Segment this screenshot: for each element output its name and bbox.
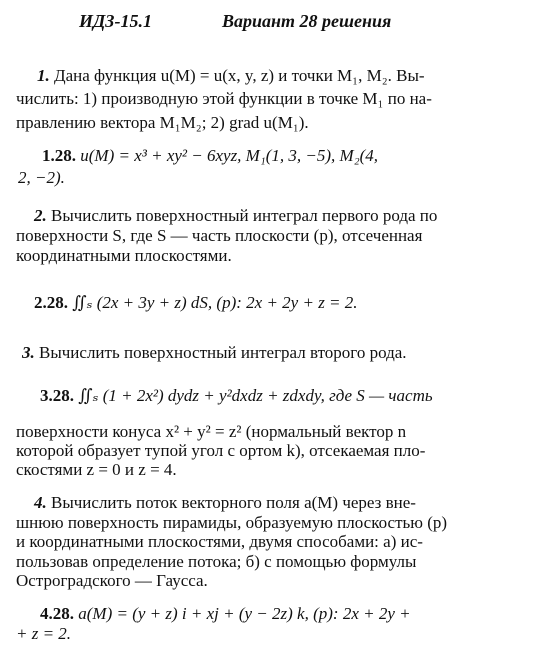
variant-1-line-2: 2, −2). — [18, 168, 65, 187]
variant-1-line-1 — [42, 146, 378, 166]
variant-4-line-1 — [40, 604, 411, 624]
variant-3-number: 3.28. — [40, 386, 74, 405]
problem-1-line-2: числить: 1) производную этой функции в точке M₁ по на- — [16, 89, 432, 108]
problem-1-line-3: правлению вектора M₁M₂; 2) grad u(M₁). — [16, 113, 309, 132]
problem-4-text-1: Вычислить поток векторного поля a(M) через вне- — [51, 493, 416, 512]
variant-3-line-3: которой образует тупой угол с ортом k), отсекаемая пло- — [16, 441, 426, 460]
variant-2-text-1: ∬ₛ (2x + 3y + z) dS, (p): 2x + 2y + z = 2. — [72, 293, 358, 312]
problem-4-line-1 — [34, 493, 416, 513]
variant-2-line-1 — [34, 293, 358, 313]
doc-variant-title: Вариант 28 решения — [222, 11, 392, 31]
problem-3-text-1: Вычислить поверхностный интеграл второго рода. — [39, 343, 407, 362]
variant-4-text-1: a(M) = (y + z) i + xj + (y − 2z) k, (p): 2x + 2y + — [78, 604, 411, 623]
problem-1-line-1 — [37, 66, 425, 86]
variant-1-number: 1.28. — [42, 146, 76, 165]
doc-code: ИДЗ-15.1 — [79, 11, 152, 31]
problem-2-line-3: координатными плоскостями. — [16, 246, 232, 265]
problem-4-line-4: пользовав определение потока; б) с помощью формулы — [16, 552, 417, 571]
variant-3-text-1: ∬ₛ (1 + 2x²) dydz + y²dxdz + zdxdy, где S — часть — [78, 386, 433, 405]
problem-4-number: 4. — [34, 493, 47, 512]
variant-4-line-2: + z = 2. — [16, 624, 72, 643]
variant-2-number: 2.28. — [34, 293, 68, 312]
problem-2-text-1: Вычислить поверхностный интеграл первого рода по — [51, 206, 438, 225]
variant-1-text-1: u(M) = x³ + xy² − 6xyz, M₁(1, 3, −5), M₂(4, — [80, 146, 379, 165]
problem-1-text-1: Дана функция u(M) = u(x, y, z) и точки M₁, M₂. Вы- — [54, 66, 425, 85]
problem-1-number: 1. — [37, 66, 50, 85]
problem-4-line-3: и координатными плоскостями, двумя способами: а) ис- — [16, 532, 423, 551]
problem-2-line-1 — [34, 206, 437, 226]
variant-4-number: 4.28. — [40, 604, 74, 623]
problem-3-number: 3. — [22, 343, 35, 362]
problem-2-number: 2. — [34, 206, 47, 225]
problem-4-line-2: шнюю поверхность пирамиды, образуемую плоскостью (p) — [16, 513, 448, 532]
problem-2-line-2: поверхности S, где S — часть плоскости (p), отсеченная — [16, 226, 423, 245]
variant-3-line-1 — [40, 386, 433, 406]
variant-3-line-2: поверхности конуса x² + y² = z² (нормальный вектор n — [16, 422, 407, 441]
variant-3-line-4: скостями z = 0 и z = 4. — [16, 460, 177, 479]
problem-3-line-1 — [22, 343, 407, 363]
problem-4-line-5: Остроградского — Гаусса. — [16, 571, 208, 590]
